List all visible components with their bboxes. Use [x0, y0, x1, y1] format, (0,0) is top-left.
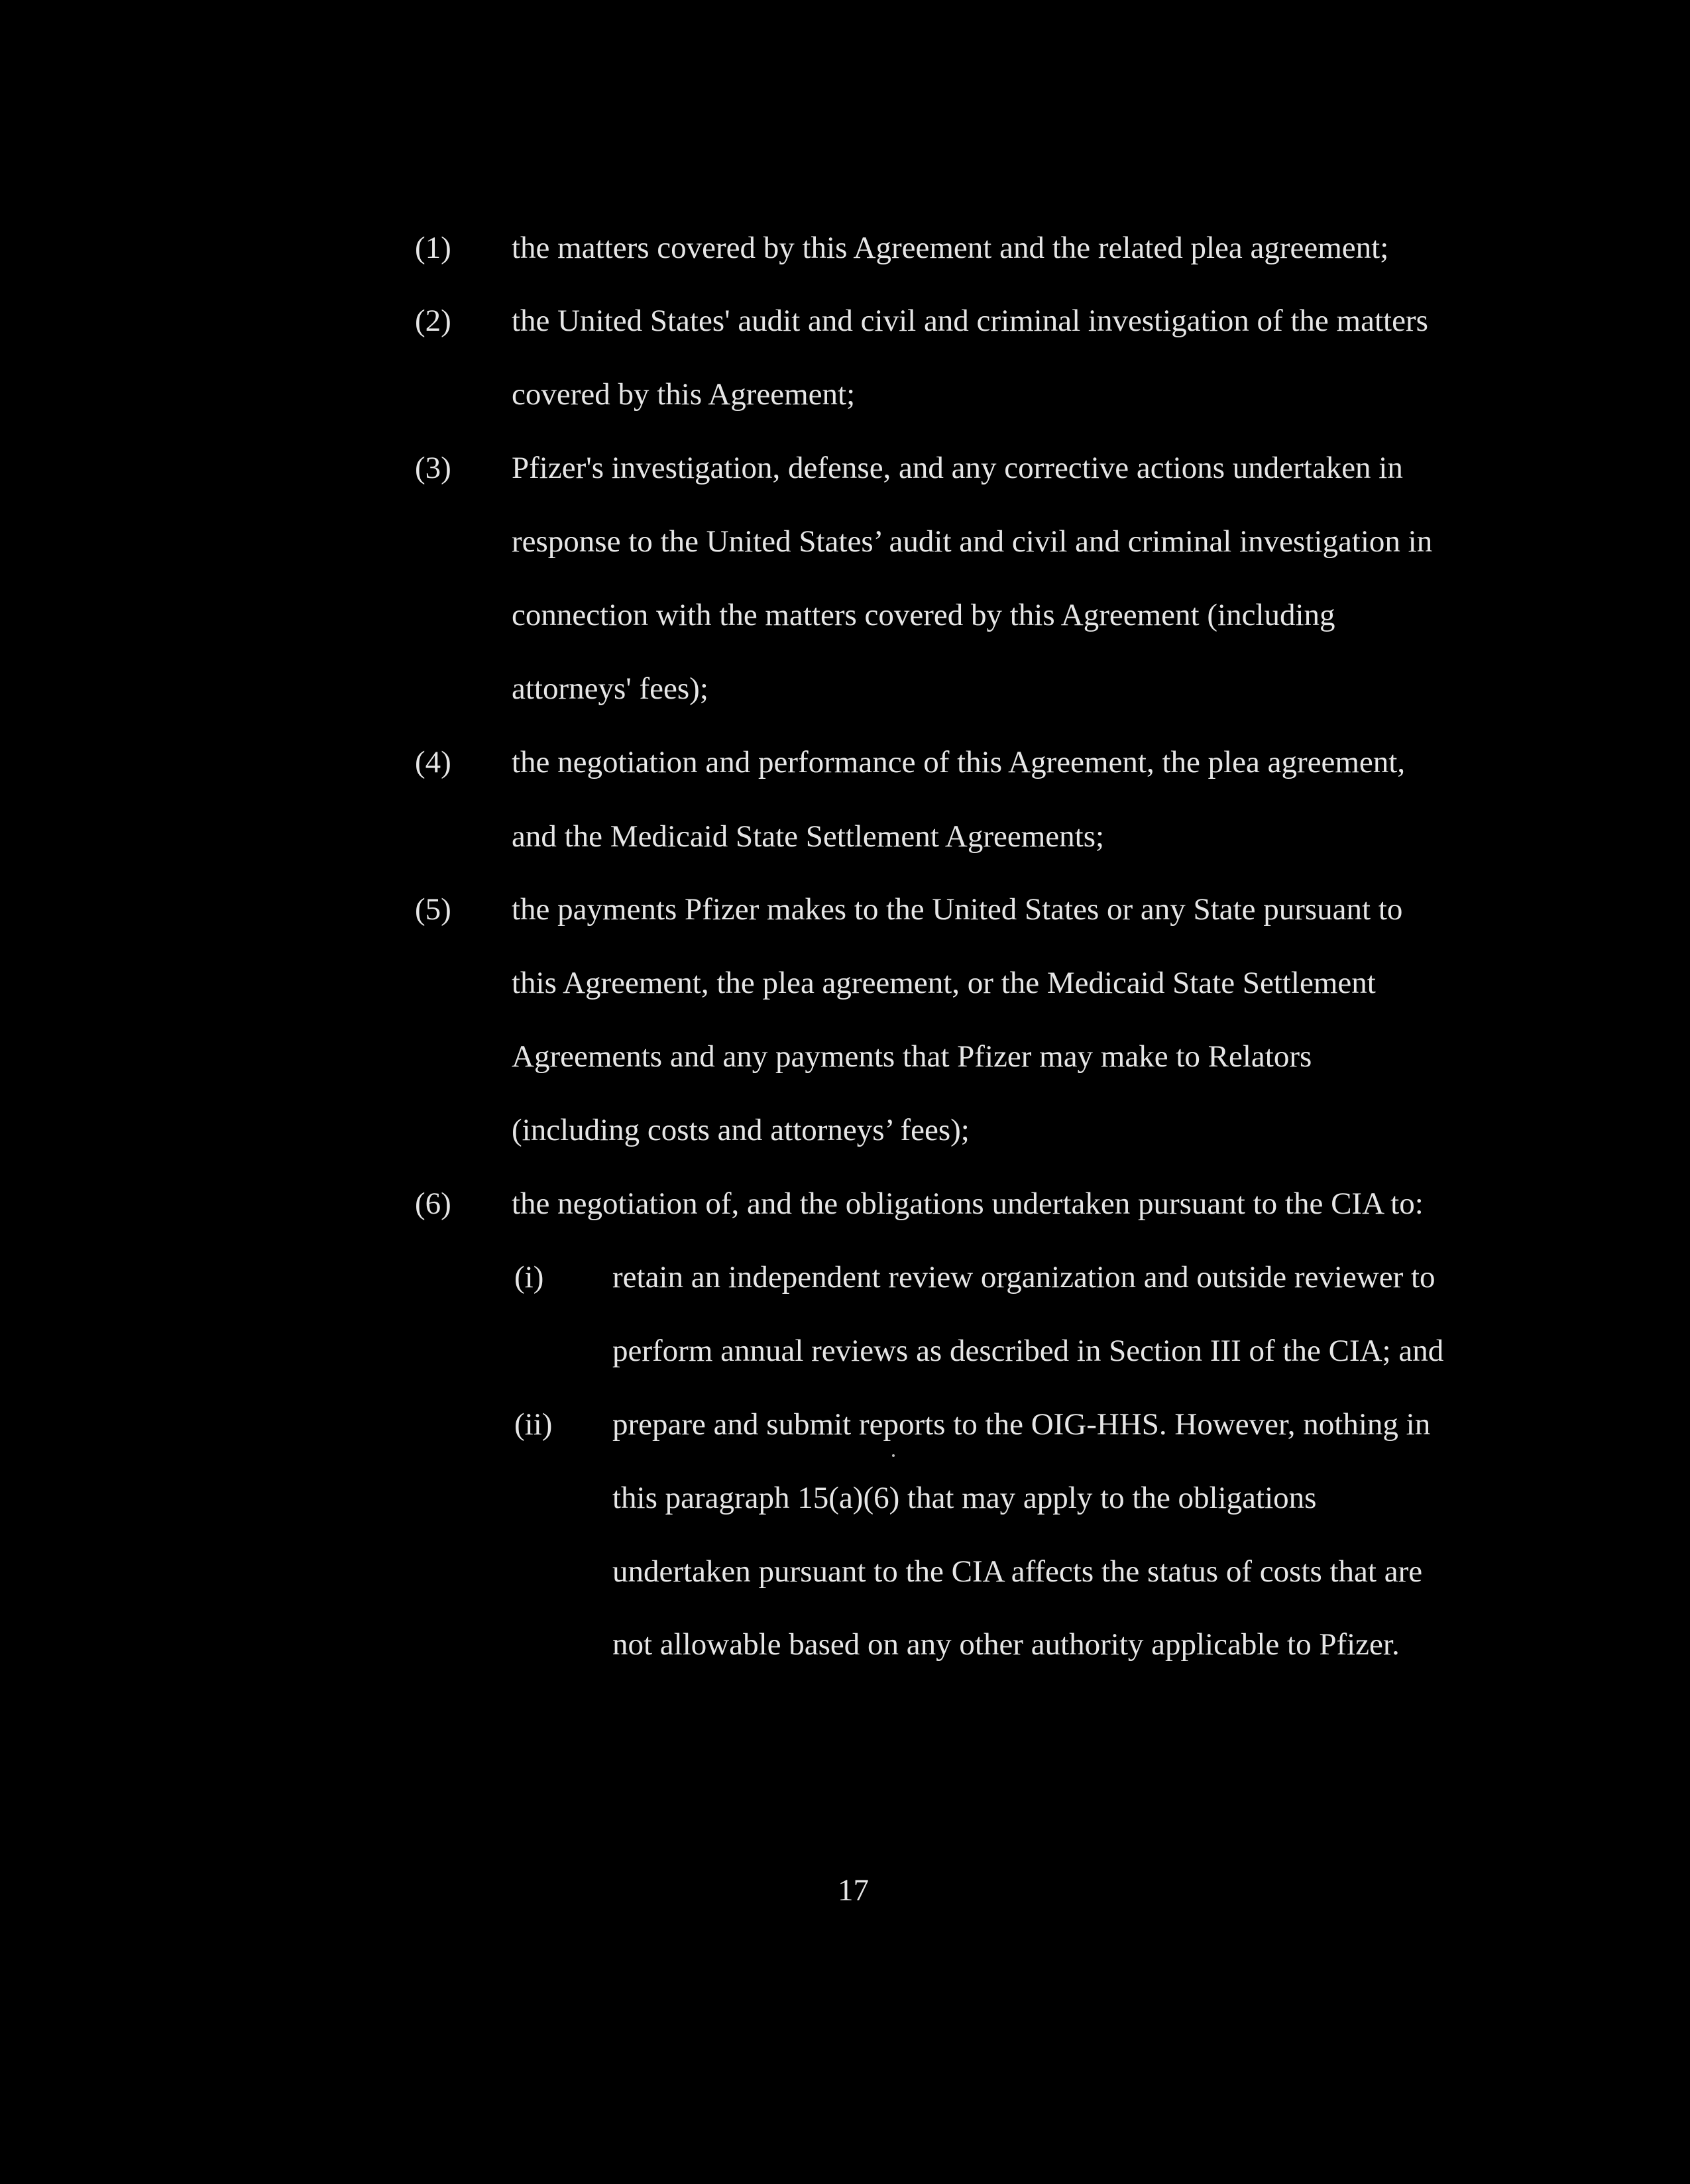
item-number: (1) [415, 231, 451, 265]
item-number: (2) [415, 304, 451, 338]
scan-speck [892, 1454, 895, 1457]
item-text-line: covered by this Agreement; [512, 377, 856, 412]
item-text-line: the United States' audit and civil and criminal investigation of the matters [512, 304, 1428, 338]
item-number: (5) [415, 892, 451, 927]
item-text-line: Pfizer's investigation, defense, and any corrective actions undertaken in [512, 451, 1403, 485]
subitem-text-line: prepare and submit reports to the OIG-HHS. However, nothing in [612, 1407, 1431, 1442]
subitem-text-line: retain an independent review organization and outside reviewer to [612, 1260, 1436, 1294]
item-text-line: attorneys' fees); [512, 671, 708, 706]
item-text-line: the negotiation and performance of this Agreement, the plea agreement, [512, 745, 1406, 779]
subitem-text-line: this paragraph 15(a)(6) that may apply to the obligations [612, 1481, 1317, 1515]
item-text-line: this Agreement, the plea agreement, or the Medicaid State Settlement [512, 966, 1376, 1000]
item-text-line: the negotiation of, and the obligations undertaken pursuant to the CIA to: [512, 1186, 1424, 1221]
subitem-number: (ii) [514, 1407, 553, 1442]
page-number: 17 [838, 1873, 869, 1908]
item-number: (3) [415, 451, 451, 485]
item-text-line: and the Medicaid State Settlement Agreements; [512, 819, 1105, 854]
item-text-line: the payments Pfizer makes to the United States or any State pursuant to [512, 892, 1403, 927]
subitem-number: (i) [514, 1260, 544, 1294]
item-number: (6) [415, 1186, 451, 1221]
item-number: (4) [415, 745, 451, 779]
subitem-text-line: perform annual reviews as described in Section III of the CIA; and [612, 1334, 1444, 1368]
item-text-line: Agreements and any payments that Pfizer may make to Relators [512, 1039, 1312, 1074]
subitem-text-line: not allowable based on any other authority applicable to Pfizer. [612, 1627, 1400, 1662]
subitem-text-line: undertaken pursuant to the CIA affects the status of costs that are [612, 1554, 1423, 1589]
item-text-line: (including costs and attorneys’ fees); [512, 1113, 970, 1147]
item-text-line: response to the United States’ audit and civil and criminal investigation in [512, 524, 1433, 559]
item-text-line: connection with the matters covered by this Agreement (including [512, 598, 1335, 632]
item-text-line: the matters covered by this Agreement and the related plea agreement; [512, 231, 1389, 265]
